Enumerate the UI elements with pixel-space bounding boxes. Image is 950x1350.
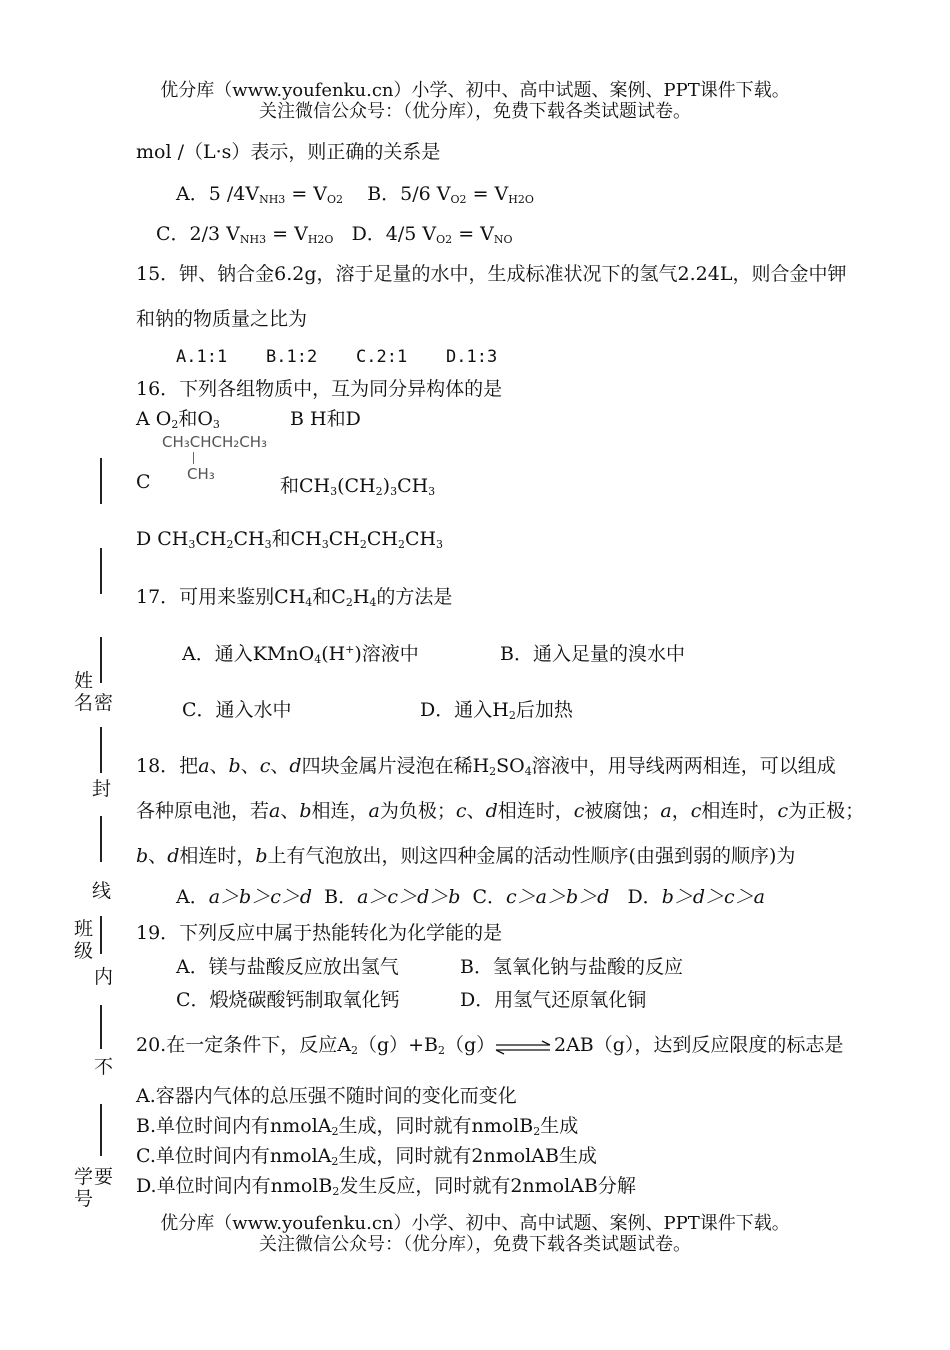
- q16-structure-branch: CH₃: [187, 465, 215, 483]
- q19-stem: 19．下列反应中属于热能转化为化学能的是: [136, 922, 503, 944]
- q16-option-a: A $O_2$和$O_3$: [136, 408, 220, 431]
- q15-option-a: A.1:1: [176, 347, 228, 367]
- q17-option-a: A．通入KMnO$_4$(H+)溶液中: [182, 643, 419, 666]
- margin-seal-bu: 不: [94, 1056, 114, 1078]
- margin-name-2: 名: [74, 692, 94, 714]
- margin-name-1: 姓: [74, 670, 94, 692]
- margin-seal-mi: 密: [94, 692, 114, 714]
- q19-option-b: B．氢氧化钠与盐酸的反应: [460, 956, 683, 978]
- binding-line: [100, 1104, 102, 1156]
- q16-stem: 16．下列各组物质中，互为同分异构体的是: [136, 378, 503, 400]
- margin-class-2: 级: [74, 940, 94, 962]
- q16-structure-main-chain: CH₃CHCH₂CH₃: [162, 433, 268, 451]
- q16-structure-bond: [193, 452, 194, 464]
- q14-options-cd: C．2/3 $V_{NH3} = V_{H2O}$ D．4/5 $V_{O2} = V_{NO}$: [156, 223, 513, 246]
- q17-option-b: B．通入足量的溴水中: [500, 643, 685, 665]
- q17-option-c: C．通入水中: [182, 699, 292, 721]
- q14-continuation: mol /（L·s）表示，则正确的关系是: [136, 141, 441, 163]
- equilibrium-arrow-icon: [494, 1040, 554, 1056]
- q20-option-a: A.容器内气体的总压强不随时间的变化而变化: [136, 1085, 517, 1107]
- header-line-2: 关注微信公众号：（优分库），免费下载各类试题试卷。: [259, 101, 691, 122]
- footer-line-2: 关注微信公众号：（优分库），免费下载各类试题试卷。: [259, 1234, 691, 1255]
- margin-id-1: 学: [74, 1166, 94, 1188]
- binding-line: [100, 637, 102, 683]
- q14-options-ab: A．5 $/4V_{NH3} = V_{O2}$ B．5/6 $V_{O2} = V_{H2O}$: [176, 183, 534, 206]
- q20-option-d: D.单位时间内有nmolB$_2$发生反应，同时就有2nmolAB分解: [136, 1175, 636, 1198]
- q18-stem-3: b、d相连时，b上有气泡放出，则这四种金属的活动性顺序(由强到弱的顺序)为: [136, 845, 796, 867]
- margin-class-1: 班: [74, 918, 94, 940]
- q15-stem-1: 15．钾、钠合金6.2g，溶于足量的水中，生成标准状况下的氢气2.24L，则合金中钾: [136, 263, 847, 285]
- binding-line: [100, 548, 102, 594]
- q20-option-c: C.单位时间内有nmolA$_2$生成，同时就有2nmolAB生成: [136, 1145, 597, 1168]
- q20-option-b: B.单位时间内有nmolA$_2$生成，同时就有nmolB$_2$生成: [136, 1115, 579, 1138]
- q18-options: A．a＞b＞c＞d B．a＞c＞d＞b C．c＞a＞b＞d D．b＞d＞c＞a: [176, 886, 765, 908]
- q15-option-d: D.1:3: [446, 347, 498, 367]
- q16-option-c-formula: 和$CH_3(CH_2)_3CH_3$: [280, 475, 436, 498]
- q16-option-c-label: C: [136, 471, 151, 493]
- margin-seal-xian: 线: [92, 880, 112, 902]
- binding-line: [100, 458, 102, 504]
- q19-option-d: D．用氢气还原氧化铜: [460, 989, 647, 1011]
- margin-seal-feng: 封: [92, 778, 112, 800]
- q16-option-d: D $CH_3CH_2CH_3$和$CH_3CH_2CH_2CH_3$: [136, 528, 444, 551]
- q19-option-a: A．镁与盐酸反应放出氢气: [176, 956, 399, 978]
- footer-line-1: 优分库（www.youfenku.cn）小学、初中、高中试题、案例、PPT课件下载。: [160, 1213, 790, 1234]
- q15-stem-2: 和钠的物质量之比为: [136, 308, 308, 330]
- binding-line: [100, 1005, 102, 1049]
- q18-stem-1: 18．把a、b、c、d四块金属片浸泡在稀$H_2SO_4$溶液中，用导线两两相连，可以组成: [136, 755, 836, 778]
- q19-option-c: C．煅烧碳酸钙制取氧化钙: [176, 989, 400, 1011]
- binding-line: [100, 916, 102, 954]
- q15-option-b: B.1:2: [266, 347, 318, 367]
- q17-option-d: D．通入$H_2$后加热: [420, 699, 573, 722]
- margin-id-2: 号: [74, 1188, 94, 1210]
- binding-line: [100, 727, 102, 773]
- q20-stem-end: 2AB（g），达到反应限度的标志是: [554, 1034, 844, 1056]
- q17-stem: 17．可用来鉴别$CH_4$和$C_2H_4$的方法是: [136, 586, 453, 609]
- binding-line: [100, 816, 102, 862]
- q18-stem-2: 各种原电池，若a、b相连，a为负极；c、d相连时，c被腐蚀；a，c相连时，c为正极；: [136, 800, 865, 822]
- margin-seal-yao: 要: [94, 1166, 114, 1188]
- q20-stem: 20.在一定条件下，反应$A_2(g)+B_2(g)$: [136, 1034, 496, 1057]
- q15-option-c: C.2:1: [356, 347, 408, 367]
- header-line-1: 优分库（www.youfenku.cn）小学、初中、高中试题、案例、PPT课件下载。: [160, 80, 790, 101]
- margin-seal-nei: 内: [94, 966, 114, 988]
- q16-option-b: B H和D: [290, 408, 361, 430]
